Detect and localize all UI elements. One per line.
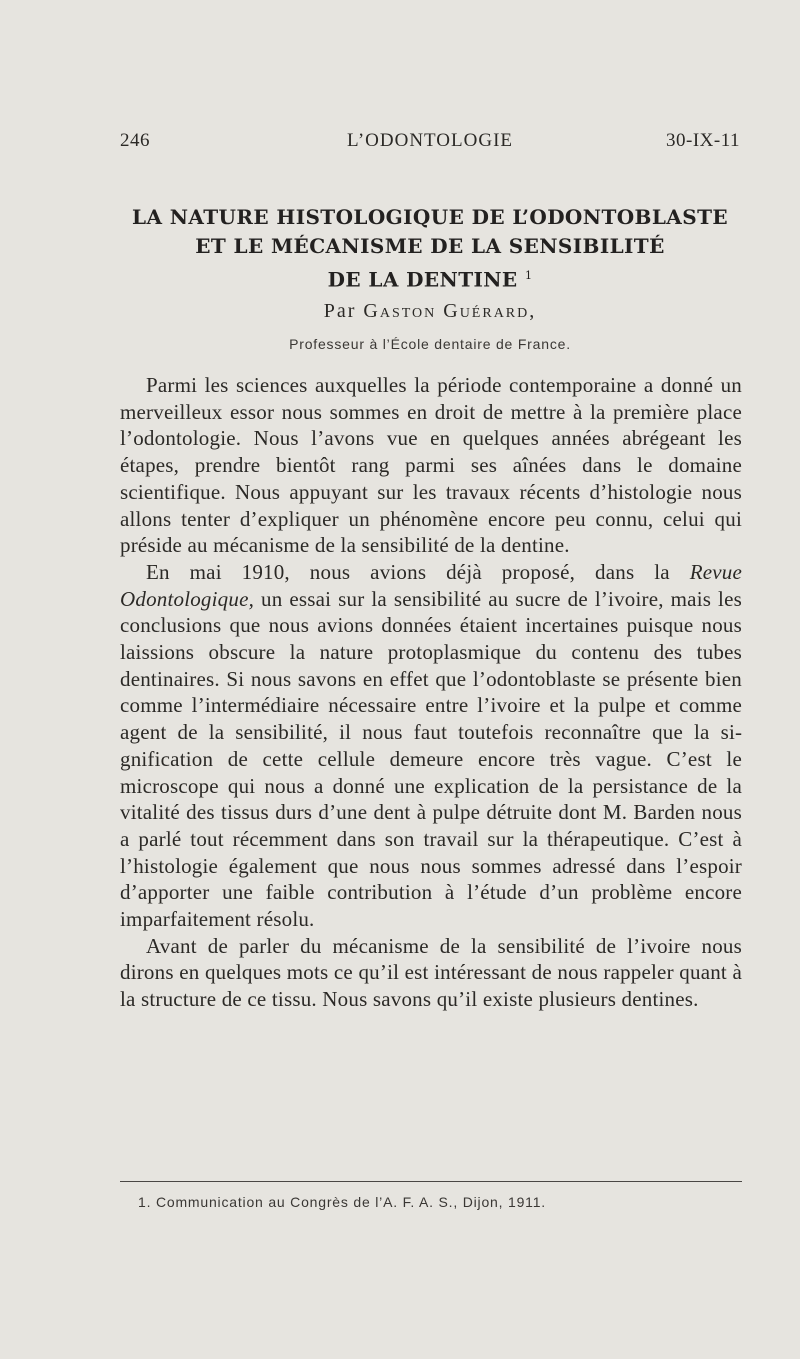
journal-title: L’ODONTOLOGIE	[346, 130, 514, 151]
byline-prefix: Par	[323, 300, 357, 322]
paragraph-3: Avant de parler du mécanisme de la sensibilité de l’ivoire nous dirons en quelques mots ce qu’il est intéressant de nous rappeler quant à la structure de ce tissu. Nous savons qu’il existe plusieurs dentines.	[120, 933, 742, 1012]
title-line-2: ET LE MÉCANISME DE LA SENSIBILITÉ	[195, 234, 665, 258]
footnote-marker: 1	[524, 269, 533, 282]
paragraph-1: Parmi les sciences auxquelles la période contemporaine a donné un merveilleux essor nous sommes en droit de mettre à la première place l’odontologie. Nous l’avons vue en quelques années abrégeant les étapes, prendre bientôt rang parmi ses aînées dans le domaine scientifique. Nous appuyant sur les travaux récents d’histologie nous allons tenter d’expliquer un phénomène encore peu connu, celui qui préside au mécanisme de la sensibilité de la dentine.	[120, 373, 742, 558]
journal-citation: Revue Odontologique,	[120, 559, 742, 611]
author-affiliation: Professeur à l’École dentaire de France.	[289, 336, 571, 352]
page-number: 246	[120, 130, 150, 151]
running-header	[120, 130, 740, 160]
footnote: 1. Communication au Congrès de l’A. F. A. S., Dijon, 1911.	[138, 1194, 546, 1210]
title-line-1: LA NATURE HISTOLOGIQUE DE L’ODONTOBLASTE	[132, 205, 728, 229]
paragraph-2-rest: un essai sur la sensibilité au sucre de l’ivoire, mais les conclusions que nous avions données étaient incertaines puisque nous laissions obscure la nature protoplasmique du contenu des tubes dentinaires. Si nous savons en effet que l’odontoblaste se présente bien comme l’intermédiaire nécessaire entre l’ivoire et la pulpe et comme agent de la sensibilité, il nous faut toutefois reconnaître que la signification de cette cellule demeure encore très vague. C’est le microscope qui nous a donné une explication de la persistance de la vitalité des tissus durs d’une dent à pulpe détruite dont M. Barden nous a parlé tout récemment dans son travail sur la thérapeutique. C’est à l’histologie également que nous nous sommes adressé dans l’espoir d’apporter une faible contribution à l’étude d’un problème encore imparfaitement résolu.	[120, 586, 742, 932]
byline	[100, 300, 760, 323]
paragraph-2	[120, 559, 742, 933]
title-line-3	[100, 261, 760, 295]
article-title	[100, 203, 760, 295]
issue-date: 30-IX-11	[666, 130, 740, 151]
author-name: Gaston Guérard,	[363, 300, 537, 322]
paragraph-2-start: En mai 1910, nous avions déjà proposé, dans la	[146, 559, 690, 584]
title-line-3-text: DE LA DENTINE	[327, 267, 518, 292]
article-body	[120, 372, 742, 1013]
footnote-divider	[120, 1181, 742, 1182]
